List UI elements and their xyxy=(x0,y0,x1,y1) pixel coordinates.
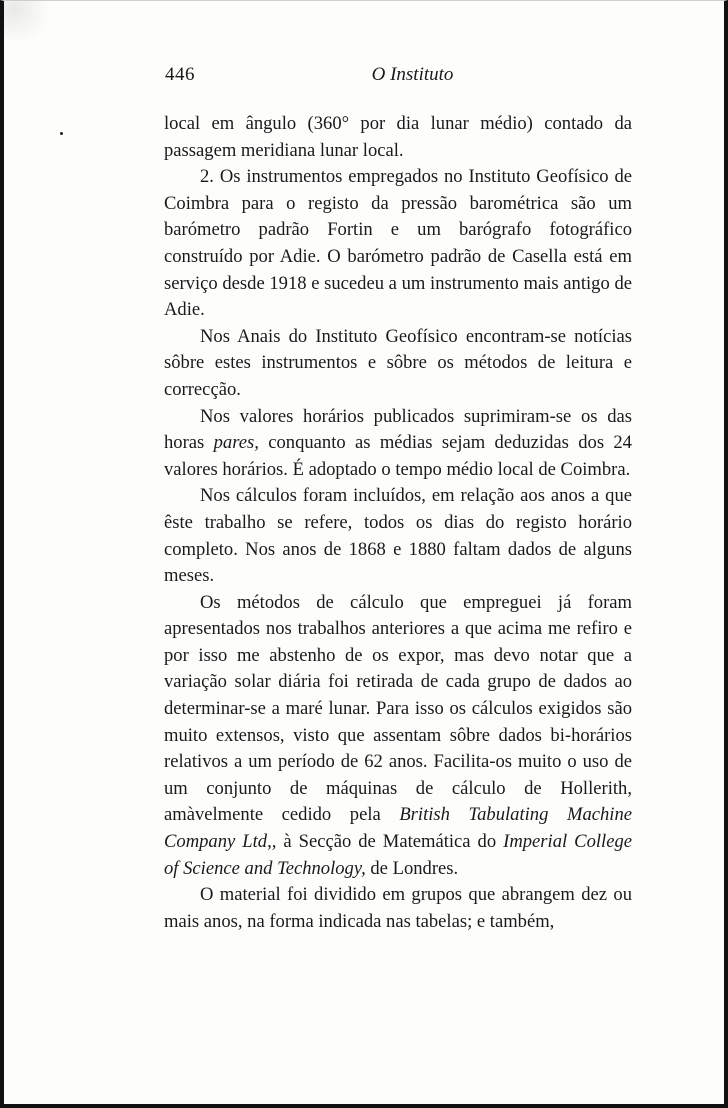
scan-smudge xyxy=(4,1,64,41)
text-segment: local em ângulo (360° por dia lunar médio) contado da passagem meridiana lunar local. xyxy=(164,113,632,161)
text-segment: conquanto as médias sejam deduzidas dos 24 valores horários. É adoptado o tempo médio local de Coimbra. xyxy=(164,432,632,480)
paragraph xyxy=(164,404,632,484)
paragraph xyxy=(164,590,632,883)
page-number: 446 xyxy=(165,64,195,85)
text-segment: Nos cálculos foram incluídos, em relação aos anos a que êste trabalho se refere, todos os dias do registo horário completo. Nos anos de 1868 e 1880 faltam dados de alguns meses. xyxy=(164,485,632,587)
paragraph xyxy=(164,324,632,404)
body-text xyxy=(164,111,632,935)
paragraph xyxy=(164,882,632,935)
running-title: O Instituto xyxy=(371,64,454,85)
italic-text-segment: pares, xyxy=(213,432,259,454)
text-segment: à Secção de Matemática do xyxy=(276,831,504,853)
text-segment: Nos Anais do Instituto Geofísico encontram-se notícias sôbre estes instrumentos e sôbre os métodos de leitura e correcção. xyxy=(164,325,632,400)
italic-text-segment: Imperial College of Science and Technology, xyxy=(164,831,632,879)
text-segment: 2. Os instrumentos empregados no Instituto Geofísico de Coimbra para o registo da pressão barométrica são um barómetro padrão Fortin e um barógrafo fotográfico construído por Adie. O barómetro padrão de Casella está em serviço desde 1918 e sucedeu a um instrumento mais antigo de Adie. xyxy=(164,166,632,321)
page-header xyxy=(165,64,632,90)
text-segment: de Londres. xyxy=(365,857,459,879)
text-segment: Os métodos de cálculo que empreguei já foram apresentados nos trabalhos anteriores a que acima me refiro e por isso me abstenho de os expor, mas devo notar que a variação solar diária foi retirada de cada grupo de dados ao determinar-se a maré lunar. Para isso os cálculos exigidos são muito extensos, visto que assentam sôbre dados bi-horários relativos a um período de 62 anos. Facilita-os muito o uso de um conjunto de máquinas de cálculo de Hollerith, amàvelmente cedido pela xyxy=(164,591,632,826)
text-segment: O material foi dividido em grupos que abrangem dez ou mais anos, na forma indicada nas tabelas; e também, xyxy=(164,884,632,932)
italic-text-segment: British Tabulating Machine Company Ltd,, xyxy=(164,804,633,853)
text-segment: Nos valores horários publicados suprimiram-se os das horas xyxy=(164,405,632,454)
paragraph xyxy=(164,111,632,164)
paragraph xyxy=(164,483,632,589)
paragraph xyxy=(164,164,632,324)
margin-dot-mark xyxy=(60,132,63,135)
